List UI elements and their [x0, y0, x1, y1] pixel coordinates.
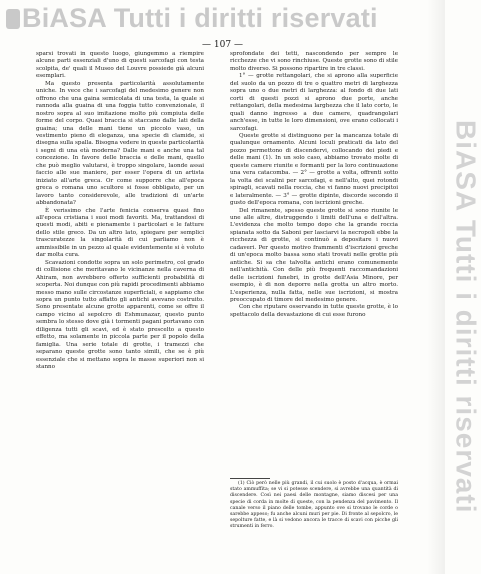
left-column-paragraph: Scavazioni condotte sopra un solo perimetro, col grado di collisione che meritavano le vicinanze nella caverna di Ahiram, non avrebbero offerto sufficienti probabilità di scoperta. Noi dunque con più rapidi procedimenti abbiamo messo mano sulle circostanze superficiali, e sappiamo che sopra un punto tutto affatto gli antichi avevano costruito. Sono presentate alcune grotte apparenti, come se offre il campo vicino al sepolcro di Eshmunazar, questo punto sembra lo stesso dove già i tormenti pagani portavano con diligenza tutti gli scavi, ed è stato prescelto a questo effetto, ma solamente in piccola parte per il popolo della famiglia. Una serie totale di grotte, i tramezzi che separano queste grotte sono tanto simili, che se è più essenziale che si mettano sopra le masse superiori non si stanno: [36, 259, 204, 371]
right-column-paragraph: sprofondate dei tetti, nascondendo per sempre le ricchezze che vi sono rinchiuse. Queste grotte sono di stile molto diverso. Si possono ripartire in tre classi.: [230, 51, 398, 72]
page-edge-shadow: [427, 0, 445, 574]
watermark-banner: [0, 0, 445, 36]
left-column-paragraph: È verissimo che l'arte fenicia conserva quasi fino all'epoca cristiana i suoi modi favoriti. Ma, trattandosi di questi modi, abiti e pienamente i particolari e le fatture dello stile greco. Da un altro lato, spiegare per semplici trascuratezze la singolarità di cui parliamo non è ammissibile in un pezzo al quale evidentemente si è voluto dar molta cura.: [36, 207, 204, 259]
right-column-paragraph: Del rimanente, spesso queste grotte si sono riunite le une alle altre, distruggendo i limiti dell'una e dell'altra. L'evidenza che molto tempo dopo che la grande roccia spianata sotto da Saboni per lasciarvi la necropoli ebbe la ricchezza di grotte, si continuò a depositare i nuovi cadaveri. Per questo motivo frammenti d'iscrizioni greche di un'epoca molto bassa sono stati trovati nelle grotte più antiche. Si sa che talvolta antichi erano comunemente nell'antichità. Con delle più frequenti raccomandazioni delle iscrizioni funebri, in grotte dell'Asia Minore, per esempio, è di non deporre nella grotta un altro morto. L'esperienza, nulla fatta, nelle sue iscrizioni, si mostra preoccupato di timore del medesimo genere.: [230, 207, 398, 303]
page-number: — 107 —: [202, 40, 243, 50]
right-column-paragraph: 1° — grotte rettangolari, che si aprono alla superficie del suolo da un pozzo di tre o quattro metri di larghezza sopra uno o due metri di larghezza: al fondo di due lati corti di questi pozzi si aprono due porte, anche rettangolari, della medesima larghezza che il lato corto, le quali danno ingresso a due camere, quadrangolari anch'esse, in tutte le loro dimensioni, ove erano collocati i sarcofagi.: [230, 73, 398, 132]
left-column-paragraph: Ma questo presenta particolarità assolutamente uniche. In vece che i sarcofagi del medesimo genere non offrono che una gaina semicolata di una testa, la quale si rannoda alla guaina di una foggia tutto convenzionale, il nostro sopra al suo imitazione molto più compiuta delle forme del corpo. Quasi braccia si staccano dalle lati della guaina; una delle mani tiene un piccolo vaso, un vestimento pieno di eleganza, una specie di clamide, si disegna sulla spalla. Bisogna vedere in queste particolarità i segni di una età moderna? Dalle mani e anche una tal concezione. In favore delle braccia e delle mani, quello che può meglio valutarsi, è troppo singolare, laonde assai faccio alle sue maniere, per esser l'opera di un artista iniziato all'arte greca. Or come supporre che all'epoca greca o romana uno scultore si fosse obbligato, per un lavoro tanto considerevole, alle tradizioni di un'arte abbandonata?: [36, 80, 204, 207]
footnote-text: (1) Ciò però nelle più grandi, il cui suolo è posto d'acqua, è ormai stato ammuffita; se vi si potesse scendere, si avrebbe una quantità di discendere. Così nei paesi delle montagne, siamo discesi per una specie di corda in molte di queste, con la pendenza del pavimento. Il canale verso il piano delle tombe, appunto ove si trovano le corde o sarebbe appeso; fu anche alcuni muri per pie. Di fronte al sepolcro, le sepolture fatte, e là si vedono ancora le tracce di scavi con picche gli strumenti in ferro.: [230, 481, 398, 530]
right-column-paragraph: Con che riputare osservando in tutte queste grotte, è lo spettacolo della devastazione di cui esse furono: [230, 304, 398, 318]
right-column-paragraph: Queste grotte si distinguono per la mancanza totale di qualunque ornamento. Alcuni loculi praticati da lato del pozzo permettono di discendervi, collocando dei piedi e delle mani (1). In un solo caso, abbiamo trovato molte di queste camere riunite e formanti per la loro continuazione una vera catacomba. — 2° — grotte a volta, offrenti sotto la volta dei scalini per sarcofagi, e nell'alto, quei rotondi spiragli, scavati nella roccia, che vi fanno nuovi precipitoi e lateralmente. — 3° — grotte dipinte, discorde secondo il gusto dell'epoca romana, con iscrizioni greche.: [230, 132, 398, 207]
watermark-vertical: BiASA Tutti i diritti riservati: [450, 120, 481, 514]
watermark-banner-text: BiASA Tutti i diritti riservati: [22, 3, 378, 33]
footnote-rule: [230, 478, 270, 479]
right-column: [230, 51, 398, 319]
left-column: [36, 51, 204, 371]
footnote: [230, 481, 398, 531]
left-column-paragraph: sparsi trovati in questo luogo, giungemmo a riempire alcune parti essenziali d'uno di questi sarcofagi con testa scolpita, de' quali il Museo del Louvre possiede già alcuni esemplari.: [36, 51, 204, 80]
library-logo-icon: [6, 9, 20, 29]
